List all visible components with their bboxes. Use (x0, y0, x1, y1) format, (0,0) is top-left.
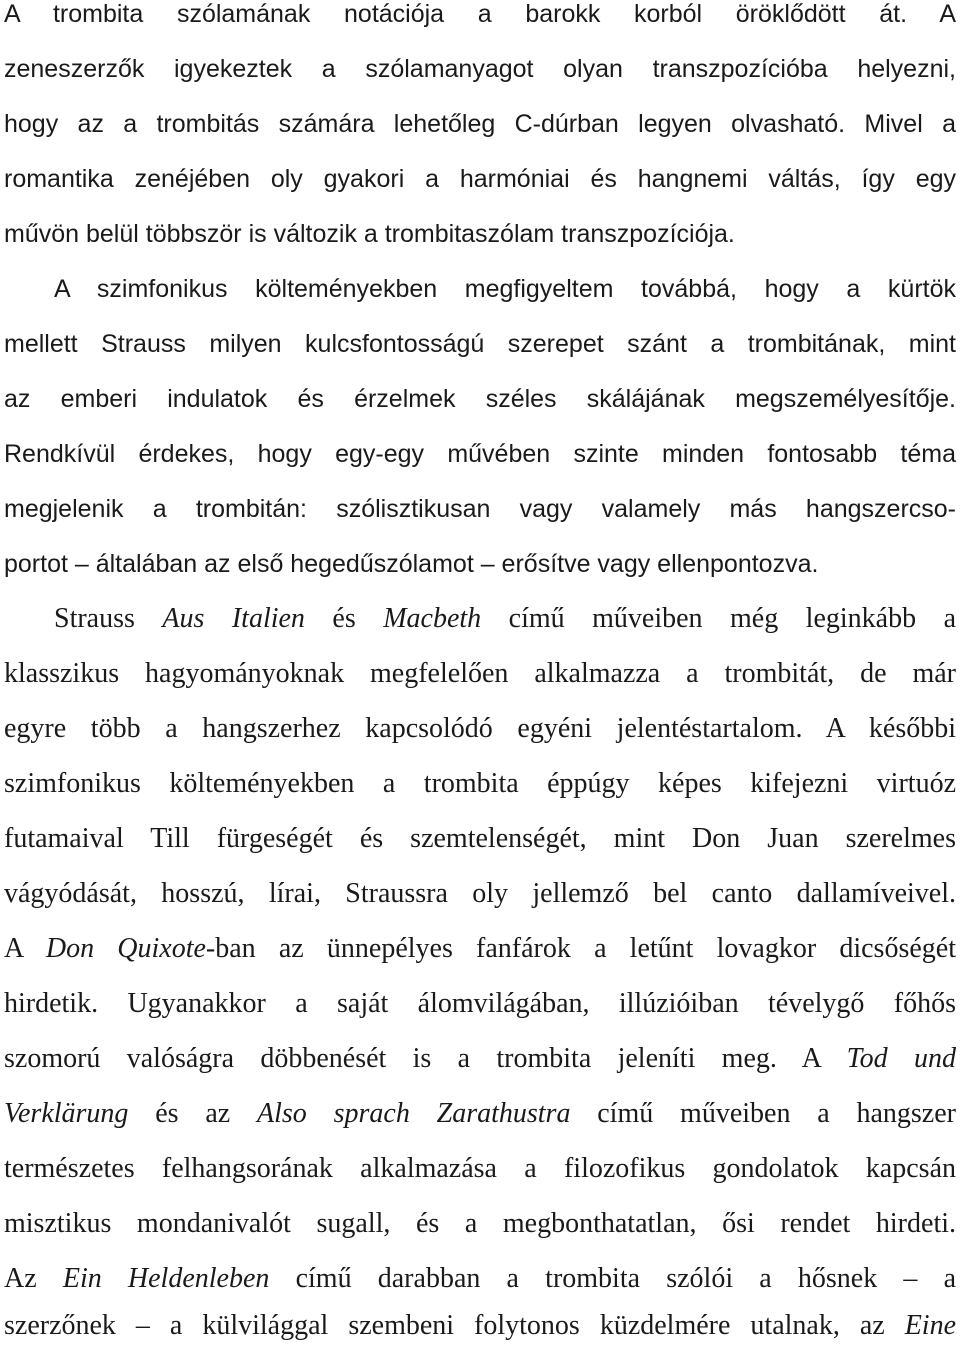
text-run: -ban az ünnepélyes fanfárok a letűnt lovagkor dicsőségét (205, 933, 956, 964)
work-title: Macbeth (383, 603, 482, 634)
text-run: című műveiben még leginkább a (481, 603, 956, 634)
text-line: vágyódását, hosszú, lírai, Straussra oly jellemző bel canto dallamíveivel. (4, 878, 956, 909)
text-line: szimfonikus költeményekben a trombita éppúgy képes kifejezni virtuóz (4, 768, 956, 799)
text-line: megjelenik a trombitán: szólisztikusan vagy valamely más hangszercso- (4, 495, 956, 523)
work-title: Don Quixote (45, 933, 206, 964)
text-line: természetes felhangsorának alkalmazása a filozofikus gondolatok kapcsán (4, 1153, 956, 1184)
text-line (4, 1094, 956, 1134)
text-line: művön belül többször is változik a trombitaszólam transzpozíciója. (4, 220, 735, 248)
text-line: Rendkívül érdekes, hogy egy-egy művében szinte minden fontosabb téma (4, 440, 956, 468)
text-line: mellett Strauss milyen kulcsfontosságú szerepet szánt a trombitának, mint (4, 330, 956, 358)
text-run: és (304, 603, 384, 634)
text-line: A trombita szólamának notációja a barokk korból öröklődött át. A (4, 0, 956, 28)
text-run: Strauss (54, 603, 163, 634)
text-line: zeneszerzők igyekeztek a szólamanyagot olyan transzpozícióba helyezni, (4, 55, 956, 83)
text-run: szomorú valóságra döbbenését is a trombita jeleníti meg. A (4, 1043, 847, 1074)
text-line: az emberi indulatok és érzelmek széles skálájának megszemélyesítője. (4, 385, 956, 413)
text-line: hirdetik. Ugyanakkor a saját álomvilágában, illúzióiban tévelygő főhős (4, 988, 956, 1019)
text-line: portot – általában az első hegedűszólamot – erősítve vagy ellenpontozva. (4, 550, 819, 578)
text-line (4, 1039, 956, 1079)
text-line: egyre több a hangszerhez kapcsolódó egyéni jelentéstartalom. A későbbi (4, 713, 956, 744)
text-run: Az (4, 1263, 63, 1294)
text-line: futamaival Till fürgeségét és szemtelenségét, mint Don Juan szerelmes (4, 823, 956, 854)
text-line (4, 1306, 956, 1346)
text-run: című műveiben a hangszer (570, 1098, 956, 1129)
text-line (4, 929, 956, 969)
work-title: Aus Italien (162, 603, 305, 634)
work-title: Verklärung (4, 1098, 129, 1129)
text-line: A szimfonikus költeményekben megfigyeltem továbbá, hogy a kürtök (54, 275, 956, 303)
text-line: hogy az a trombitás számára lehetőleg C-dúrban legyen olvasható. Mivel a (4, 110, 956, 138)
text-line: romantika zenéjében oly gyakori a harmóniai és hangnemi váltás, így egy (4, 165, 956, 193)
work-title: Tod und (846, 1043, 956, 1074)
text-line (4, 1259, 956, 1299)
text-run: A (4, 933, 46, 964)
text-line: misztikus mondanivalót sugall, és a megbonthatatlan, ősi rendet hirdeti. (4, 1208, 956, 1239)
work-title: Eine (904, 1310, 956, 1341)
text-run: szerzőnek – a külvilággal szembeni folytonos küzdelmére utalnak, az (4, 1310, 905, 1341)
text-run: és az (128, 1098, 258, 1129)
work-title: Ein Heldenleben (62, 1263, 270, 1294)
text-line: klasszikus hagyományoknak megfelelően alkalmazza a trombitát, de már (4, 658, 956, 689)
work-title: Also sprach Zarathustra (257, 1098, 571, 1129)
text-line (54, 599, 956, 639)
text-run: című darabban a trombita szólói a hősnek – a (269, 1263, 957, 1294)
